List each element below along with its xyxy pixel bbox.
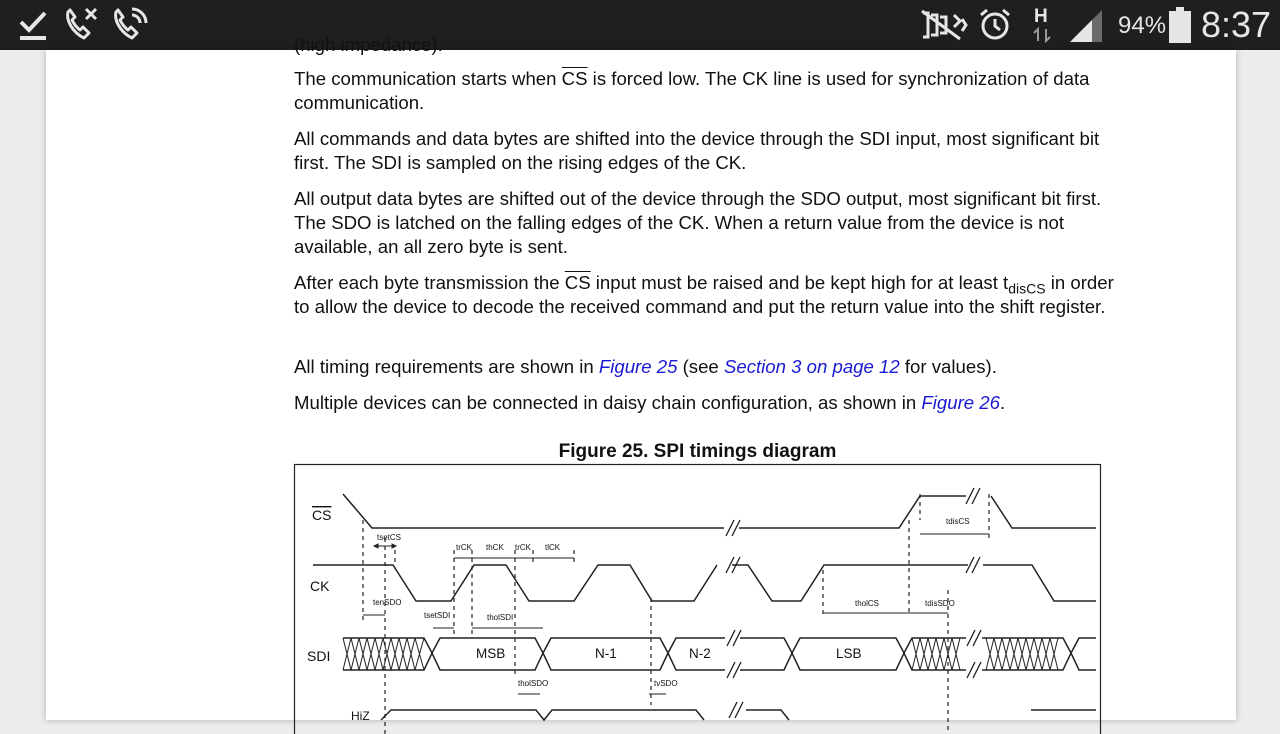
tvsdo-label: tvSDO (654, 679, 678, 688)
network-type-label: H (1034, 6, 1048, 28)
tsetcs-label: tsetCS (377, 533, 401, 542)
signal-strength-icon (1068, 8, 1104, 44)
sdi-bus-bottom (343, 653, 725, 670)
tholsdo-label: tholSDO (518, 679, 548, 688)
paragraph-3: All output data bytes are shifted out of the device through the SDO output, most significant bit first. The SDO is latched on the falling edges of the CK. When a return value from the device is not available, an all zero byte is sent. (294, 187, 1114, 259)
subscript-text: disCS (1008, 281, 1045, 297)
ck-waveform-3 (983, 565, 1096, 601)
figure-25-link[interactable]: Figure 25 (599, 356, 678, 377)
sdi-signal-label: SDI (307, 648, 330, 664)
paragraph-text: . (1000, 392, 1005, 413)
paragraph-text: is forced low. The CK line is used for synchronization of data communication. (294, 68, 1089, 113)
sdi-bus-bottom-3 (982, 653, 1096, 670)
checkmark-icon[interactable] (16, 8, 50, 42)
paragraph-2: All commands and data bytes are shifted into the device through the SDI input, most significant bit first. The SDI is sampled on the rising edges of the CK. (294, 127, 1114, 175)
tensdo-label: tenSDO (373, 598, 401, 607)
paragraph-text: The communication starts when (294, 68, 562, 89)
cs-overline-text: $\overline{CS}$ (562, 68, 588, 89)
hspa-data-icon (1032, 6, 1052, 44)
paragraph-text: Multiple devices can be connected in daisy chain configuration, as shown in (294, 392, 921, 413)
ck-signal-label: CK (310, 578, 330, 594)
tholsdi-label: tholSDI (487, 613, 513, 622)
thck-label: thCK (486, 543, 504, 552)
sdi-hatch-right (912, 638, 1058, 670)
ck-waveform-2 (732, 565, 968, 601)
section-3-link[interactable]: Section 3 on page 12 (724, 356, 900, 377)
figure-title: Figure 25. SPI timings diagram (294, 440, 1101, 464)
figure-26-link[interactable]: Figure 26 (921, 392, 1000, 413)
sdi-bus-top (343, 638, 725, 653)
paragraph-text: (see (677, 356, 724, 377)
paragraph-text: After each byte transmission the (294, 272, 565, 293)
tsetsdi-label: tsetSDI (424, 611, 450, 620)
tholcs-label: tholCS (855, 599, 879, 608)
sdi-n1-label: N-1 (595, 646, 617, 661)
clipped-text: (high impedance). (294, 34, 443, 55)
cs-waveform (343, 494, 724, 528)
battery-percent: 94% (1118, 12, 1166, 40)
cs-waveform-3 (991, 496, 1096, 528)
sdi-hatch-left (343, 638, 424, 670)
tlck-label: tlCK (545, 543, 561, 552)
cs-signal-label: CS (312, 507, 331, 523)
paragraph-text: All timing requirements are shown in (294, 356, 599, 377)
pdf-page[interactable] (46, 50, 1236, 720)
sdi-lsb-label: LSB (836, 646, 862, 661)
sdo-waveform (381, 710, 704, 720)
tdissdo-label: tdisSDO (925, 599, 955, 608)
tdiscs-label: tdisCS (946, 517, 970, 526)
paragraph-text: for values). (900, 356, 997, 377)
status-bar (0, 0, 1280, 50)
paragraph-5 (294, 355, 1114, 379)
battery-icon (1168, 6, 1192, 44)
cs-waveform-2 (739, 496, 966, 528)
sdo-waveform-2 (746, 710, 789, 720)
cs-overline-text: $\overline{CS}$ (565, 272, 591, 293)
paragraph-4 (294, 271, 1114, 319)
clock: 8:37 (1201, 4, 1271, 46)
missed-call-icon[interactable] (62, 6, 102, 44)
trck-label-2: trCK (515, 543, 532, 552)
sdi-msb-label: MSB (476, 646, 505, 661)
paragraph-1 (294, 67, 1114, 115)
sdi-n2-label: N-2 (689, 646, 711, 661)
clipped-text-line (294, 38, 454, 54)
alarm-icon (978, 7, 1012, 43)
trck-label-1: trCK (456, 543, 473, 552)
paragraph-text: in order to allow the device to decode the received command and put the return value into the shift register. (294, 272, 1114, 317)
call-forwarding-icon[interactable] (110, 6, 150, 44)
silent-mode-icon (920, 9, 968, 41)
spi-timing-diagram (294, 464, 1102, 734)
hiz-label: HiZ (351, 709, 370, 723)
paragraph-text: input must be raised and be kept high for at least t (591, 272, 1009, 293)
paragraph-6 (294, 391, 1114, 415)
